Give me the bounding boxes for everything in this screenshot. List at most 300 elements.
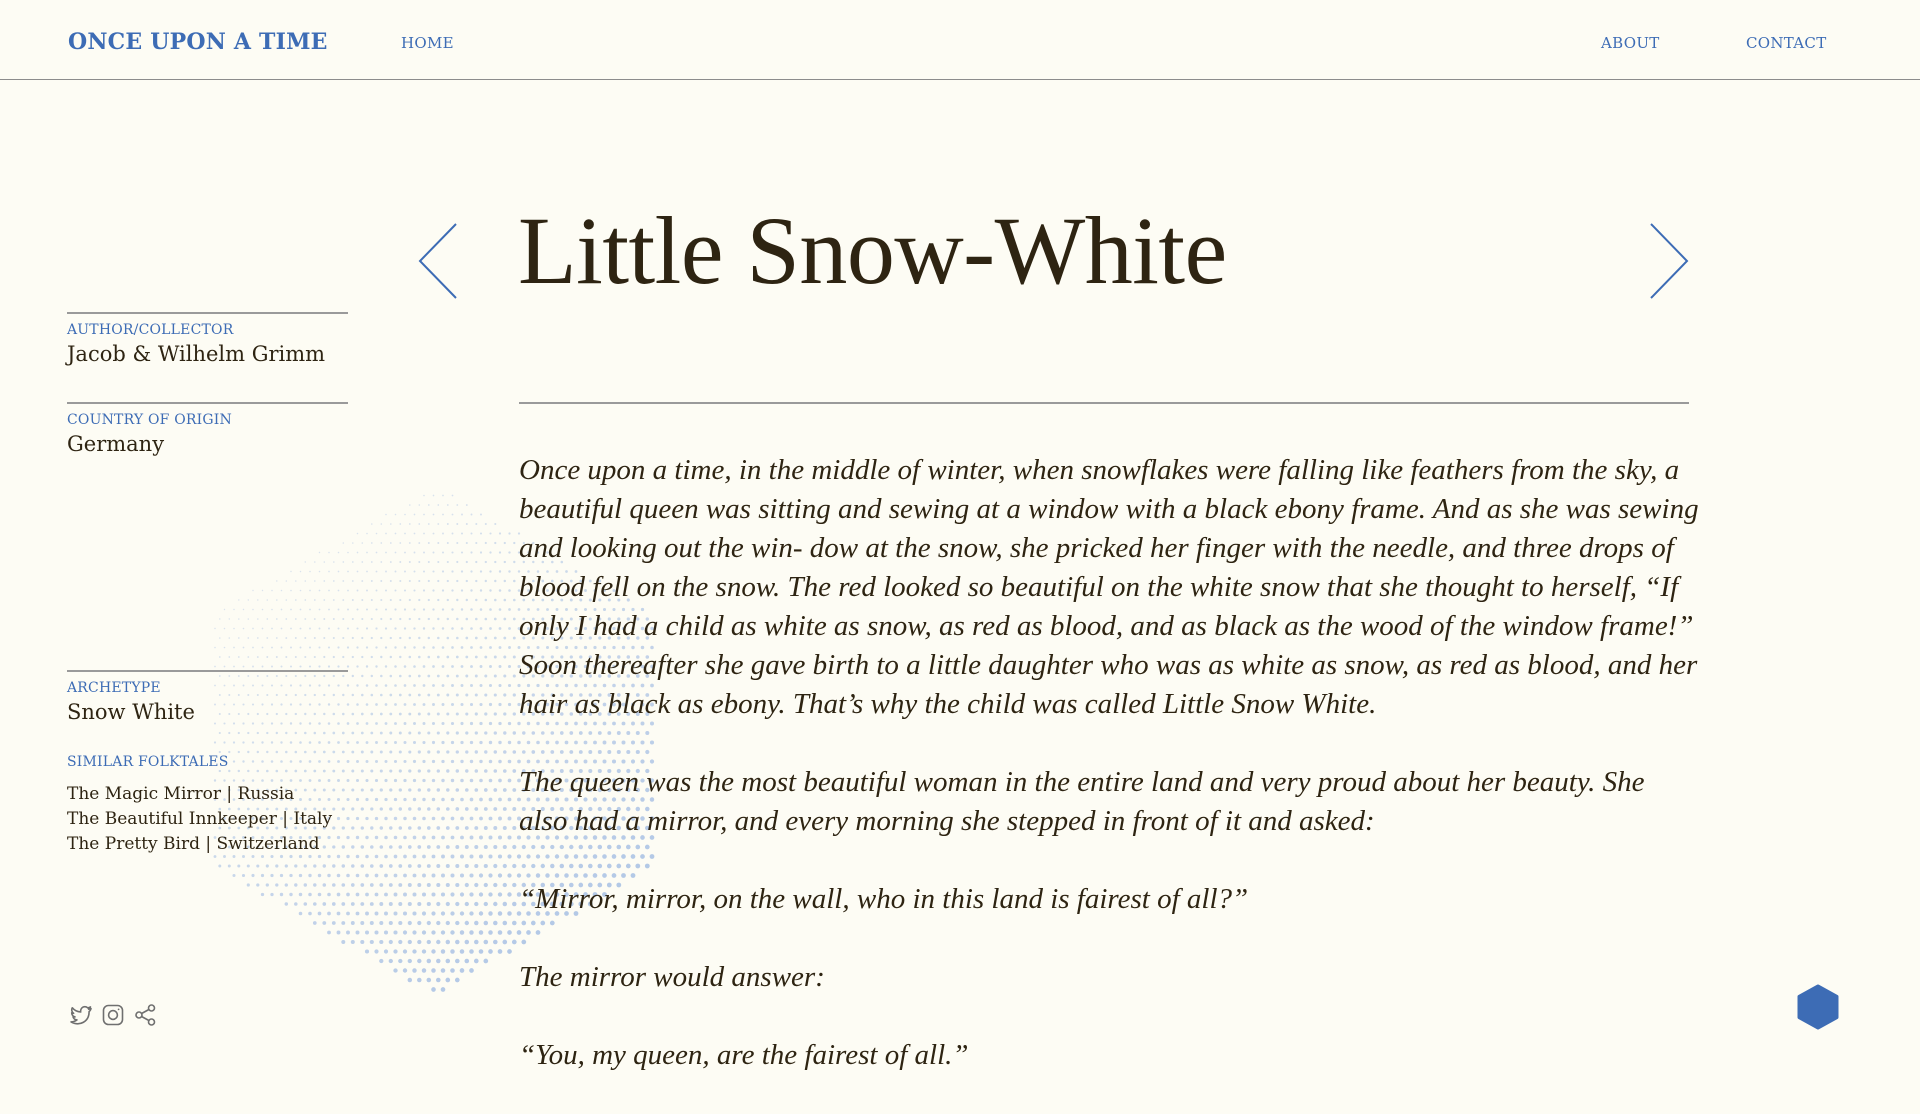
decoration-dot	[436, 883, 440, 887]
decoration-dot	[362, 542, 364, 544]
decoration-dot	[513, 561, 515, 563]
decoration-dot	[276, 580, 277, 581]
decoration-dot	[480, 570, 482, 572]
decoration-dot	[466, 542, 468, 544]
decoration-dot	[380, 694, 383, 697]
decoration-dot	[252, 760, 254, 762]
decoration-dot	[404, 589, 406, 591]
decoration-dot	[422, 968, 426, 972]
decoration-dot	[508, 589, 511, 592]
decoration-dot	[460, 968, 465, 973]
decoration-dot	[309, 590, 311, 592]
decoration-dot	[385, 552, 387, 554]
decoration-dot	[380, 788, 383, 791]
decoration-dot	[309, 760, 312, 763]
archetype-label: ARCHETYPE	[67, 680, 161, 696]
decoration-dot	[431, 930, 435, 934]
decoration-dot	[456, 599, 458, 601]
nav-contact-link[interactable]: CONTACT	[1746, 34, 1827, 52]
decoration-dot	[460, 855, 464, 859]
decoration-dot	[460, 760, 463, 763]
decoration-dot	[484, 902, 488, 906]
decoration-dot	[408, 845, 412, 849]
decoration-dot	[343, 542, 345, 544]
decoration-dot	[389, 807, 392, 810]
decoration-dot	[360, 921, 364, 925]
story-paragraph: “You, my queen, are the fairest of all.”	[519, 1039, 969, 1071]
decoration-dot	[474, 883, 478, 887]
decoration-dot	[380, 751, 383, 754]
decoration-dot	[493, 845, 497, 849]
decoration-dot	[295, 637, 297, 639]
decoration-dot	[299, 912, 303, 916]
decoration-dot	[418, 523, 420, 525]
decoration-dot	[470, 836, 474, 840]
decoration-dot	[484, 618, 487, 621]
decoration-dot	[417, 883, 421, 887]
decoration-dot	[408, 675, 411, 678]
decoration-dot	[327, 931, 331, 935]
decoration-dot	[375, 760, 378, 763]
decoration-dot	[418, 561, 420, 563]
decoration-dot	[466, 618, 469, 621]
decoration-dot	[224, 628, 226, 630]
decoration-dot	[404, 514, 406, 516]
decoration-dot	[451, 665, 454, 668]
decoration-dot	[384, 930, 388, 934]
decoration-dot	[384, 760, 387, 763]
decoration-dot	[484, 675, 487, 678]
decoration-dot	[480, 665, 483, 668]
decoration-dot	[408, 732, 411, 735]
decoration-dot	[512, 902, 516, 906]
decoration-dot	[428, 656, 431, 659]
decoration-dot	[299, 665, 301, 667]
decoration-dot	[460, 892, 464, 896]
decoration-dot	[276, 618, 278, 620]
decoration-dot	[281, 609, 283, 611]
decoration-dot	[389, 940, 393, 944]
decoration-dot	[394, 817, 397, 820]
decoration-dot	[385, 741, 388, 744]
decoration-dot	[333, 561, 335, 563]
decoration-dot	[294, 770, 297, 773]
decoration-dot	[346, 912, 350, 916]
decoration-dot	[508, 798, 512, 802]
decoration-dot	[332, 826, 335, 829]
decoration-dot	[455, 883, 459, 887]
decoration-dot	[488, 911, 492, 915]
next-story-arrow-icon[interactable]	[1647, 222, 1691, 300]
decoration-dot	[403, 949, 407, 953]
decoration-dot	[385, 514, 387, 516]
decoration-dot	[465, 675, 468, 678]
decoration-dot	[389, 864, 393, 868]
decoration-dot	[451, 798, 455, 802]
decoration-dot	[380, 807, 383, 810]
decoration-dot	[456, 731, 459, 734]
decoration-dot	[503, 769, 507, 773]
decoration-dot	[413, 741, 416, 744]
decoration-dot	[370, 732, 373, 735]
decoration-dot	[304, 883, 307, 886]
decoration-dot	[480, 532, 482, 534]
decoration-dot	[370, 940, 374, 944]
decoration-dot	[379, 883, 383, 887]
decoration-dot	[228, 656, 230, 658]
decoration-dot	[356, 684, 358, 686]
decoration-dot	[399, 656, 401, 658]
decoration-dot	[465, 940, 470, 945]
decoration-dot	[494, 693, 497, 696]
similar-folktale-item[interactable]: The Beautiful Innkeeper | Italy	[67, 809, 333, 829]
decoration-dot	[498, 949, 503, 954]
decoration-dot	[342, 599, 344, 601]
decoration-dot	[385, 703, 388, 706]
decoration-dot	[494, 656, 497, 659]
nav-about-link[interactable]: ABOUT	[1601, 34, 1660, 52]
decoration-dot	[494, 523, 496, 525]
decoration-dot	[257, 637, 259, 639]
decoration-dot	[380, 580, 382, 582]
decoration-dot	[484, 731, 487, 734]
decoration-dot	[455, 845, 459, 849]
decoration-dot	[488, 930, 493, 935]
decoration-dot	[427, 921, 431, 925]
decoration-dot	[266, 864, 269, 867]
decoration-dot	[356, 741, 359, 744]
decoration-dot	[309, 647, 311, 649]
decoration-dot	[384, 893, 388, 897]
decoration-dot	[489, 817, 493, 821]
decoration-dot	[418, 731, 421, 734]
decoration-dot	[513, 618, 516, 621]
decoration-dot	[480, 589, 482, 591]
decoration-dot	[323, 883, 327, 887]
previous-story-arrow-icon[interactable]	[416, 222, 460, 300]
decoration-dot	[446, 750, 449, 753]
decoration-dot	[219, 770, 221, 772]
decoration-dot	[266, 883, 269, 886]
decoration-dot	[489, 722, 492, 725]
decoration-dot	[502, 940, 507, 945]
decoration-dot	[485, 523, 487, 525]
decoration-dot	[351, 845, 354, 848]
decoration-dot	[394, 703, 397, 706]
decoration-dot	[379, 940, 383, 944]
decoration-dot	[503, 788, 507, 792]
decoration-dot	[479, 760, 482, 763]
decoration-dot	[494, 675, 497, 678]
decoration-dot	[504, 542, 506, 544]
decoration-dot	[338, 571, 340, 573]
decoration-dot	[393, 949, 397, 953]
decoration-dot	[508, 627, 511, 630]
decoration-dot	[441, 741, 444, 744]
decoration-dot	[361, 694, 364, 697]
decoration-dot	[483, 959, 488, 964]
decoration-dot	[436, 940, 440, 944]
decoration-dot	[433, 533, 435, 535]
decoration-dot	[318, 893, 322, 897]
decoration-dot	[479, 836, 483, 840]
decoration-dot	[374, 930, 378, 934]
decoration-dot	[375, 798, 378, 801]
decoration-dot	[300, 647, 302, 649]
decoration-dot	[427, 713, 430, 716]
decoration-dot	[437, 656, 440, 659]
decoration-dot	[484, 921, 488, 925]
decoration-dot	[376, 590, 378, 592]
decoration-dot	[494, 731, 497, 734]
decoration-dot	[395, 533, 397, 535]
decoration-dot	[314, 656, 316, 658]
decoration-dot	[417, 940, 421, 944]
decoration-dot	[399, 580, 401, 582]
story-paragraph: “Mirror, mirror, on the wall, who in this land is fairest of all?”	[519, 883, 1249, 915]
decoration-dot	[451, 741, 454, 744]
decoration-dot	[507, 911, 512, 916]
decoration-dot	[299, 893, 302, 896]
decoration-dot	[342, 580, 344, 582]
decoration-dot	[327, 874, 330, 877]
decoration-dot	[332, 770, 335, 773]
decoration-dot	[418, 580, 420, 582]
decoration-dot	[299, 760, 302, 763]
decoration-dot	[304, 599, 306, 601]
decoration-dot	[461, 533, 463, 535]
decoration-dot	[427, 769, 430, 772]
decoration-dot	[314, 561, 316, 563]
decoration-dot	[441, 892, 445, 896]
decoration-dot	[233, 760, 235, 762]
decoration-dot	[309, 741, 312, 744]
decoration-dot	[233, 666, 235, 668]
decoration-dot	[370, 902, 374, 906]
decoration-dot	[380, 769, 383, 772]
decoration-dot	[318, 665, 320, 667]
decoration-dot	[508, 608, 511, 611]
decoration-dot	[271, 628, 273, 630]
decoration-dot	[389, 751, 392, 754]
decoration-dot	[418, 788, 421, 791]
instagram-icon[interactable]	[100, 1002, 126, 1028]
decoration-dot	[361, 561, 363, 563]
decoration-dot	[461, 627, 464, 630]
decoration-dot	[309, 628, 311, 630]
decoration-dot	[413, 627, 415, 629]
decoration-dot	[513, 674, 516, 677]
decoration-dot	[479, 892, 483, 896]
decoration-dot	[356, 798, 359, 801]
decoration-dot	[489, 627, 492, 630]
decoration-dot	[309, 609, 311, 611]
decoration-dot	[399, 618, 401, 620]
decoration-dot	[423, 627, 425, 629]
site-logo[interactable]: ONCE UPON A TIME	[68, 29, 328, 55]
decoration-dot	[465, 826, 469, 830]
decoration-dot	[456, 769, 459, 772]
decoration-dot	[427, 694, 430, 697]
decoration-dot	[371, 637, 373, 639]
decoration-dot	[360, 940, 364, 944]
decoration-dot	[437, 694, 440, 697]
decoration-dot	[475, 675, 478, 678]
decoration-dot	[493, 864, 497, 868]
decoration-dot	[470, 722, 473, 725]
decoration-dot	[427, 940, 431, 944]
decoration-dot	[346, 798, 349, 801]
decoration-dot	[418, 675, 421, 678]
decoration-dot	[418, 656, 421, 659]
nav-home-link[interactable]: HOME	[401, 34, 454, 52]
decoration-dot	[398, 845, 402, 849]
decoration-dot	[422, 836, 426, 840]
hexagon-menu-icon[interactable]	[1795, 984, 1841, 1030]
decoration-dot	[513, 599, 516, 602]
decoration-dot	[280, 760, 283, 763]
decoration-dot	[248, 599, 249, 600]
decoration-dot	[224, 609, 225, 610]
decoration-dot	[290, 628, 292, 630]
decoration-dot	[470, 532, 472, 534]
decoration-dot	[455, 902, 459, 906]
decoration-dot	[433, 514, 435, 516]
decoration-dot	[452, 514, 454, 516]
decoration-dot	[474, 826, 478, 830]
decoration-dot	[356, 931, 360, 935]
decoration-dot	[304, 656, 306, 658]
decoration-dot	[513, 542, 515, 544]
decoration-dot	[446, 940, 450, 944]
decoration-dot	[503, 826, 507, 830]
decoration-dot	[252, 647, 254, 649]
decoration-dot	[408, 883, 412, 887]
decoration-dot	[423, 703, 426, 706]
share-icon[interactable]	[132, 1002, 158, 1028]
decoration-dot	[432, 646, 435, 649]
decoration-dot	[323, 864, 326, 867]
decoration-dot	[366, 684, 369, 687]
similar-folktale-item[interactable]: The Pretty Bird | Switzerland	[67, 834, 320, 854]
decoration-dot	[499, 589, 502, 592]
decoration-dot	[285, 656, 287, 658]
decoration-dot	[257, 770, 260, 773]
decoration-dot	[437, 807, 441, 811]
decoration-dot	[389, 959, 393, 963]
twitter-icon[interactable]	[68, 1002, 94, 1028]
decoration-dot	[508, 779, 512, 783]
decoration-dot	[503, 637, 506, 640]
decoration-dot	[414, 514, 416, 516]
decoration-dot	[417, 959, 421, 963]
decoration-dot	[371, 618, 373, 620]
decoration-dot	[337, 893, 341, 897]
decoration-dot	[413, 646, 415, 648]
decoration-dot	[503, 807, 507, 811]
decoration-dot	[319, 609, 321, 611]
decoration-dot	[352, 675, 354, 677]
decoration-dot	[455, 959, 460, 964]
decoration-dot	[480, 646, 483, 649]
similar-folktale-item[interactable]: The Magic Mirror | Russia	[67, 784, 295, 804]
decoration-dot	[380, 561, 382, 563]
decoration-dot	[332, 883, 336, 887]
decoration-dot	[475, 750, 478, 753]
decoration-dot	[441, 930, 445, 934]
decoration-dot	[494, 750, 497, 753]
decoration-dot	[361, 864, 365, 868]
decoration-dot	[456, 580, 458, 582]
decoration-dot	[423, 533, 425, 535]
decoration-dot	[232, 874, 235, 877]
decoration-dot	[441, 722, 444, 725]
decoration-dot	[262, 590, 263, 591]
author-meta	[67, 312, 348, 366]
decoration-dot	[447, 637, 450, 640]
decoration-dot	[413, 855, 417, 859]
decoration-dot	[413, 703, 416, 706]
decoration-dot	[432, 722, 435, 725]
decoration-dot	[417, 845, 421, 849]
decoration-dot	[417, 921, 421, 925]
decoration-dot	[385, 533, 387, 535]
decoration-dot	[451, 608, 453, 610]
decoration-dot	[370, 826, 373, 829]
decoration-dot	[342, 656, 344, 658]
decoration-dot	[323, 770, 326, 773]
decoration-dot	[233, 609, 234, 610]
decoration-dot	[446, 959, 451, 964]
decoration-dot	[375, 874, 379, 878]
decoration-dot	[436, 978, 441, 983]
top-navigation-bar	[0, 0, 1920, 80]
decoration-dot	[328, 590, 330, 592]
decoration-dot	[314, 637, 316, 639]
decoration-dot	[347, 627, 349, 629]
decoration-dot	[300, 609, 302, 611]
decoration-dot	[404, 533, 406, 535]
decoration-dot	[219, 637, 221, 639]
decoration-dot	[347, 552, 349, 554]
decoration-dot	[437, 675, 440, 678]
decoration-dot	[413, 760, 416, 763]
decoration-dot	[428, 523, 430, 525]
decoration-dot	[436, 959, 440, 963]
decoration-dot	[451, 722, 454, 725]
decoration-dot	[395, 571, 397, 573]
decoration-dot	[304, 637, 306, 639]
decoration-dot	[324, 561, 326, 563]
decoration-dot	[399, 561, 401, 563]
decoration-dot	[413, 836, 417, 840]
decoration-dot	[262, 666, 264, 668]
decoration-dot	[285, 751, 288, 754]
decoration-dot	[380, 637, 382, 639]
decoration-dot	[381, 523, 383, 525]
decoration-dot	[276, 599, 278, 601]
decoration-dot	[323, 599, 325, 601]
decoration-dot	[399, 807, 402, 810]
decoration-dot	[313, 770, 316, 773]
decoration-dot	[352, 561, 354, 563]
decoration-dot	[479, 930, 484, 935]
decoration-dot	[504, 580, 506, 582]
decoration-dot	[319, 628, 321, 630]
decoration-dot	[347, 741, 350, 744]
decoration-dot	[290, 647, 292, 649]
decoration-dot	[461, 684, 464, 687]
